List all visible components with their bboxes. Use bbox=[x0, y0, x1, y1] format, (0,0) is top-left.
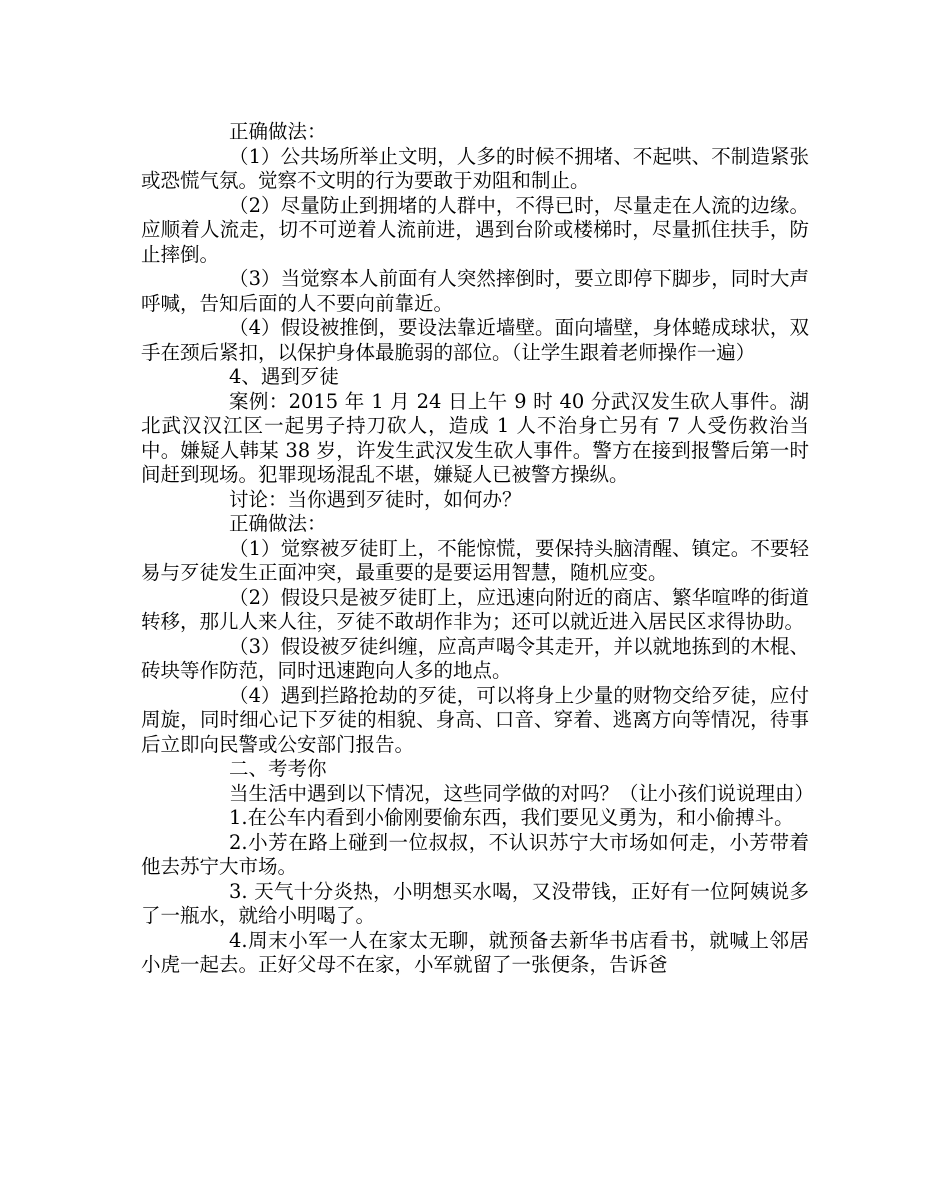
paragraph-gangster-3: （3）假设被歹徒纠缠，应高声喝令其走开，并以就地拣到的木棍、砖块等作防范，同时迅速跑向人多的地点。 bbox=[141, 634, 809, 682]
quiz-item-1: 1.在公车内看到小偷刚要偷东西，我们要见义勇为，和小偷搏斗。 bbox=[229, 806, 794, 829]
paragraph-discussion: 讨论：当你遇到歹徒时，如何办？ bbox=[229, 487, 522, 511]
paragraph-quiz-intro: 当生活中遇到以下情况，这些同学做的对吗？（让小孩们说说理由） bbox=[229, 781, 815, 805]
paragraph-crowd-1: （1）公共场所举止文明，人多的时候不拥堵、不起哄、不制造紧张或恐慌气氛。觉察不文明的行为要敢于劝阻和制止。 bbox=[141, 144, 809, 192]
section-heading-quiz: 二、考考你 bbox=[229, 757, 327, 780]
paragraph-crowd-3: （3）当觉察本人前面有人突然摔倒时，要立即停下脚步，同时大声呼喊，告知后面的人不要向前靠近。 bbox=[141, 267, 809, 315]
paragraph-crowd-2: （2）尽量防止到拥堵的人群中，不得已时，尽量走在人流的边缘。应顺着人流走，切不可逆着人流前进，遇到台阶或楼梯时，尽量抓住扶手，防止摔倒。 bbox=[141, 193, 809, 266]
paragraph-case: 案例：2015 年 1 月 24 日上午 9 时 40 分武汉发生砍人事件。湖北武汉汉江区一起男子持刀砍人，造成 1 人不治身亡另有 7 人受伤救治当中。嫌疑人韩某 38 岁，许发生武汉发生砍人事件。警方在接到报警后第一时间赶到现场。犯罪现场混乱不堪，嫌疑人已被警方操纵。 bbox=[141, 389, 809, 486]
paragraph-gangster-2: （2）假设只是被歹徒盯上，应迅速向附近的商店、繁华喧哗的街道转移，那儿人来人往，歹徒不敢胡作非为；还可以就近进入居民区求得协助。 bbox=[141, 585, 809, 633]
paragraph-gangster-1: （1）觉察被歹徒盯上，不能惊慌，要保持头脑清醒、镇定。不要轻易与歹徒发生正面冲突，最重要的是要运用智慧，随机应变。 bbox=[141, 536, 809, 584]
quiz-item-4: 4.周末小军一人在家太无聊，就预备去新华书店看书，就喊上邻居小虎一起去。正好父母不在家，小军就留了一张便条，告诉爸 bbox=[141, 928, 809, 976]
document-body bbox=[141, 120, 815, 978]
quiz-item-2: 2.小芳在路上碰到一位叔叔，不认识苏宁大市场如何走，小芳带着他去苏宁大市场。 bbox=[141, 830, 809, 878]
section-heading-gangster: 4、遇到歹徒 bbox=[229, 365, 339, 388]
paragraph-crowd-4: （4）假设被推倒，要设法靠近墙壁。面向墙壁，身体蜷成球状，双手在颈后紧扣，以保护身体最脆弱的部位。（让学生跟着老师操作一遍） bbox=[141, 316, 809, 364]
heading-correct-method-2: 正确做法： bbox=[229, 512, 327, 535]
heading-correct-method-1: 正确做法： bbox=[229, 120, 327, 143]
paragraph-gangster-4: （4）遇到拦路抢劫的歹徒，可以将身上少量的财物交给歹徒，应付周旋，同时细心记下歹徒的相貌、身高、口音、穿着、逃离方向等情况，待事后立即向民警或公安部门报告。 bbox=[141, 683, 809, 756]
quiz-item-3: 3. 天气十分炎热，小明想买水喝，又没带钱，正好有一位阿姨说多了一瓶水，就给小明喝了。 bbox=[141, 879, 809, 927]
